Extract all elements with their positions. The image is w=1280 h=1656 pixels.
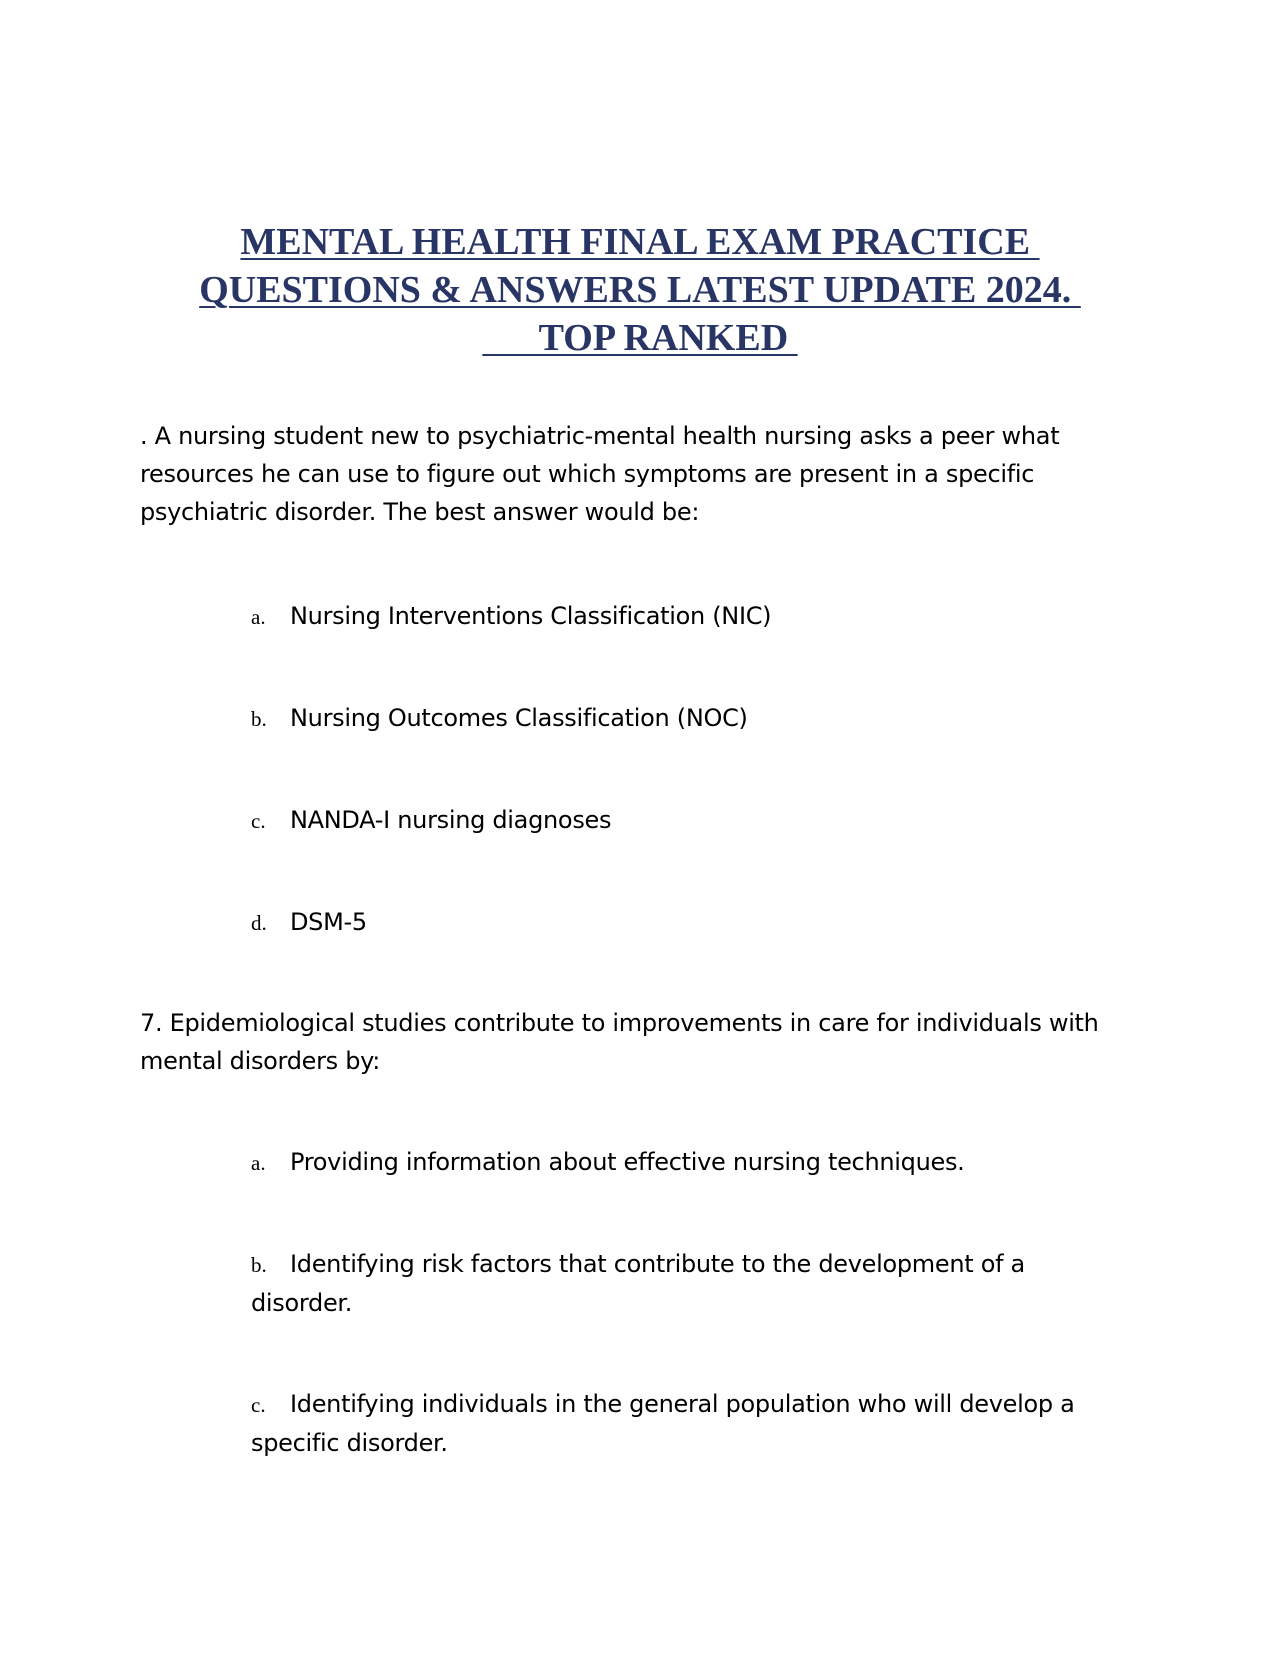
title-line-1: MENTAL HEALTH FINAL EXAM PRACTICE	[240, 221, 1040, 263]
title-line-3-wrap	[140, 314, 1140, 362]
option-letter: c.	[251, 1393, 266, 1417]
option-text: Identifying individuals in the general population who will develop a specific disorder.	[251, 1390, 1075, 1457]
question-7-option-a	[251, 1143, 1111, 1182]
option-letter: a.	[251, 1151, 266, 1175]
option-text: Identifying risk factors that contribute to the development of a disorder.	[251, 1250, 1025, 1317]
option-letter: d.	[251, 911, 267, 935]
title-line-3: TOP RANKED	[482, 317, 798, 359]
question-1-option-a	[251, 597, 1111, 636]
option-letter: b.	[251, 1253, 267, 1277]
question-1-text: . A nursing student new to psychiatric-mental health nursing asks a peer what resources he can use to figure out which symptoms are present in a specific psychiatric disorder. The best answer would be:	[140, 422, 1060, 526]
title-line-2: QUESTIONS & ANSWERS LATEST UPDATE 2024.	[199, 269, 1081, 311]
document-title	[140, 218, 1140, 362]
title-line-2-wrap	[140, 266, 1140, 314]
option-text: NANDA-I nursing diagnoses	[290, 806, 612, 834]
option-letter: a.	[251, 605, 266, 629]
option-text: Nursing Interventions Classification (NIC)	[290, 602, 772, 630]
question-1-option-d	[251, 903, 1111, 942]
question-7-text: 7. Epidemiological studies contribute to improvements in care for individuals with mental disorders by:	[140, 1009, 1099, 1075]
option-text: DSM-5	[290, 908, 367, 936]
title-line-1-wrap	[140, 218, 1140, 266]
question-7-option-c	[251, 1385, 1111, 1462]
option-letter: c.	[251, 809, 266, 833]
question-1-option-b	[251, 699, 1111, 738]
question-7-option-b	[251, 1245, 1111, 1322]
option-text: Providing information about effective nursing techniques.	[290, 1148, 965, 1176]
option-letter: b.	[251, 707, 267, 731]
question-1-option-c	[251, 801, 1111, 840]
option-text: Nursing Outcomes Classification (NOC)	[290, 704, 748, 732]
